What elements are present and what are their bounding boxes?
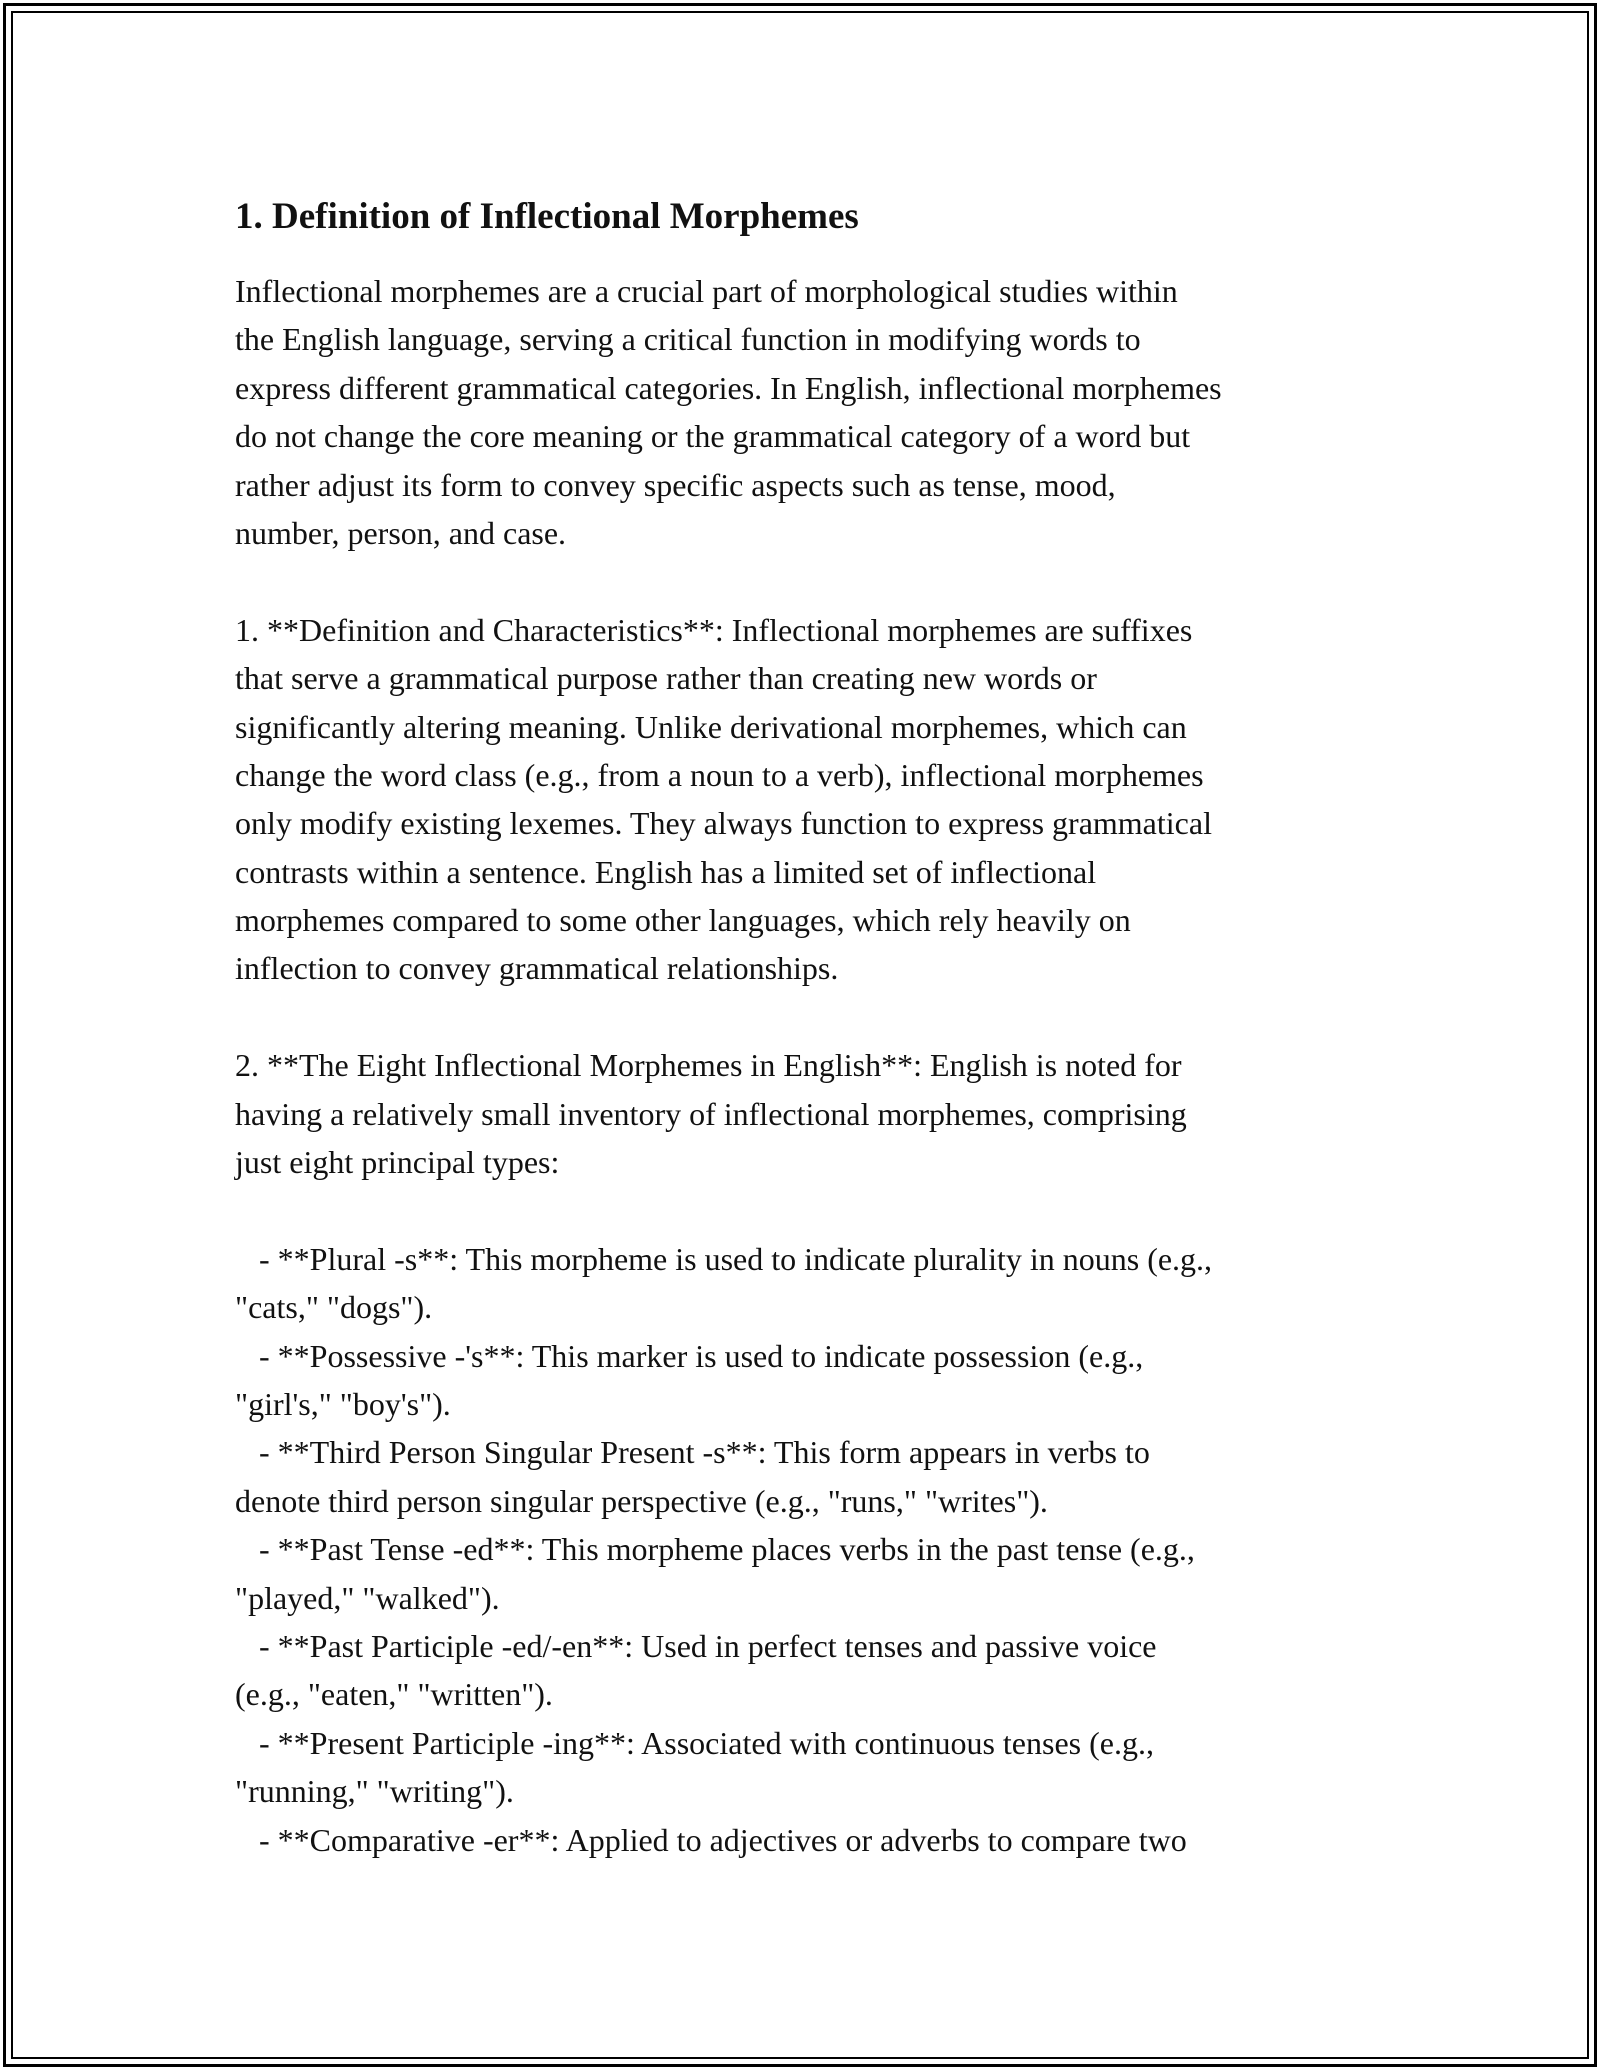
- text-line: 1. **Definition and Characteristics**: Inflectional morphemes are suffixes: [235, 611, 1193, 648]
- text-line: (e.g., "eaten," "written").: [235, 1676, 553, 1713]
- text-line: contrasts within a sentence. English has a limited set of inflectional: [235, 853, 1097, 890]
- text-line: having a relatively small inventory of inflectional morphemes, comprising: [235, 1095, 1187, 1132]
- text-line: number, person, and case.: [235, 514, 567, 551]
- text-line: just eight principal types:: [235, 1144, 560, 1181]
- text-line: 2. **The Eight Inflectional Morphemes in English**: English is noted for: [235, 1047, 1182, 1084]
- text-line: the English language, serving a critical function in modifying words to: [235, 321, 1141, 358]
- text-line: [235, 993, 1385, 1041]
- text-line: denote third person singular perspective (e.g., "runs," "writes").: [235, 1482, 1048, 1519]
- text-line: change the word class (e.g., from a noun to a verb), inflectional morphemes: [235, 756, 1204, 793]
- section-heading: 1. Definition of Inflectional Morphemes: [235, 196, 859, 237]
- text-line: Inflectional morphemes are a crucial part of morphological studies within: [235, 273, 1178, 309]
- body-text: [235, 267, 1385, 1864]
- text-line: - **Present Participle -ing**: Associated with continuous tenses (e.g.,: [235, 1724, 1154, 1761]
- text-line: morphemes compared to some other languages, which rely heavily on: [235, 902, 1131, 939]
- text-line: "played," "walked").: [235, 1579, 500, 1616]
- text-line: - **Past Tense -ed**: This morpheme places verbs in the past tense (e.g.,: [235, 1531, 1195, 1568]
- text-line: express different grammatical categories. In English, inflectional morphemes: [235, 369, 1222, 406]
- text-line: - **Past Participle -ed/-en**: Used in perfect tenses and passive voice: [235, 1627, 1157, 1664]
- text-line: inflection to convey grammatical relationships.: [235, 950, 839, 987]
- text-line: - **Possessive -'s**: This marker is used to indicate possession (e.g.,: [235, 1337, 1144, 1374]
- text-line: - **Third Person Singular Present -s**: This form appears in verbs to: [235, 1434, 1150, 1471]
- text-line: - **Comparative -er**: Applied to adjectives or adverbs to compare two: [235, 1821, 1187, 1858]
- text-line: significantly altering meaning. Unlike derivational morphemes, which can: [235, 708, 1187, 745]
- text-line: do not change the core meaning or the grammatical category of a word but: [235, 418, 1191, 455]
- text-line: that serve a grammatical purpose rather than creating new words or: [235, 660, 1097, 697]
- text-line: [235, 557, 1385, 605]
- document-page: [235, 183, 1385, 1864]
- text-line: rather adjust its form to convey specific aspects such as tense, mood,: [235, 466, 1116, 503]
- text-line: - **Plural -s**: This morpheme is used to indicate plurality in nouns (e.g.,: [235, 1240, 1213, 1277]
- text-line: "girl's," "boy's").: [235, 1385, 451, 1422]
- text-line: [235, 1186, 1385, 1234]
- text-line: "cats," "dogs").: [235, 1289, 433, 1326]
- text-line: only modify existing lexemes. They always function to express grammatical: [235, 805, 1212, 842]
- text-line: "running," "writing").: [235, 1773, 514, 1810]
